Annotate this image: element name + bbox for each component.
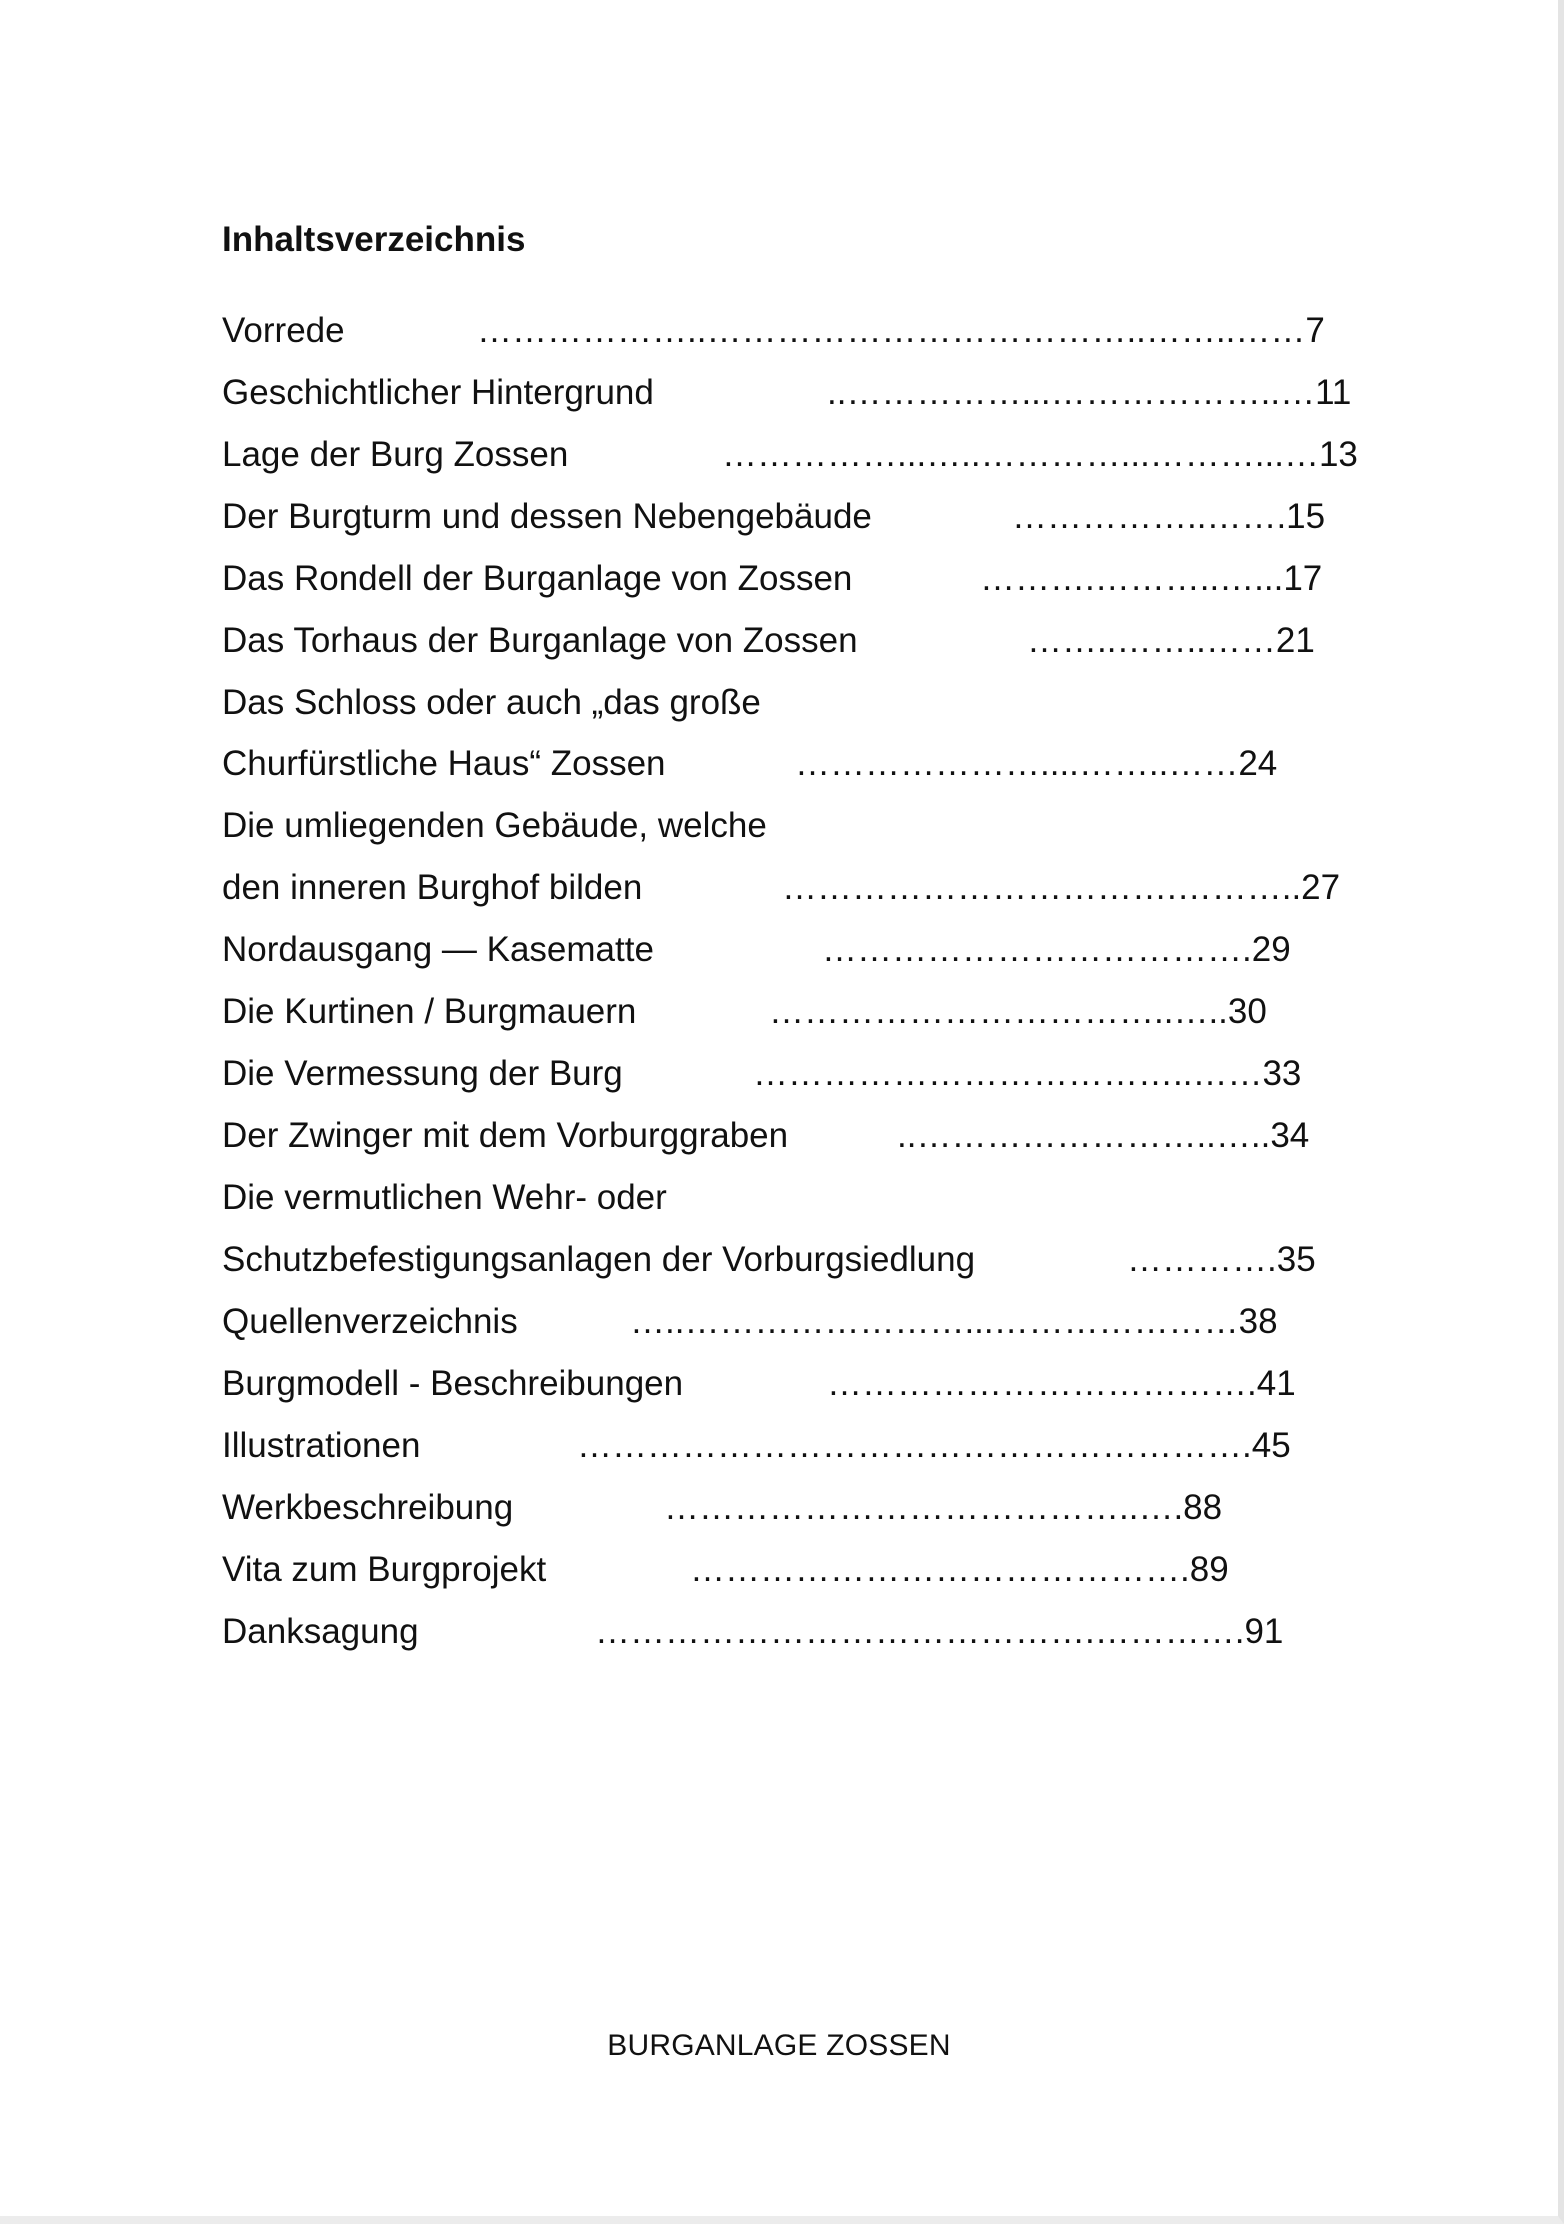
toc-entry-leader-page: …………………………………..….88 <box>664 1488 1223 1527</box>
toc-entry-title: Die Vermessung der Burg <box>222 1054 623 1093</box>
toc-entry <box>222 1548 1342 1592</box>
toc-entry <box>222 928 1342 972</box>
toc-entry-title: Der Zwinger mit dem Vorburggraben <box>222 1116 789 1155</box>
toc-entry-leader-page: ……..……..……21 <box>1027 621 1315 660</box>
toc-entry-title: Die vermutlichen Wehr- oder <box>222 1178 667 1217</box>
toc-title: Inhaltsverzeichnis <box>222 220 526 259</box>
toc-entry <box>222 866 1342 910</box>
toc-entry-leader-page: ……………..…….15 <box>1012 497 1326 536</box>
toc-entry-title: Das Schloss oder auch „das große <box>222 683 761 722</box>
toc-entry <box>222 1362 1342 1406</box>
toc-entry <box>222 1424 1342 1468</box>
toc-entry <box>222 804 1342 848</box>
toc-entry <box>222 619 1342 663</box>
toc-entry-leader-page: ..……………...………………..…11 <box>827 373 1352 412</box>
toc-entry <box>222 1238 1342 1282</box>
toc-entry-title: Lage der Burg Zossen <box>222 435 569 474</box>
toc-entry-title: Geschichtlicher Hintergrund <box>222 373 654 412</box>
toc-entry-title: Churfürstliche Haus“ Zossen <box>222 744 666 783</box>
toc-entry <box>222 1610 1342 1654</box>
toc-entry-leader-page: ……………………………..…..30 <box>769 992 1267 1031</box>
toc-entry <box>222 742 1342 786</box>
toc-entry-title: Das Torhaus der Burganlage von Zossen <box>222 621 858 660</box>
toc-entry-title: Burgmodell - Beschreibungen <box>222 1364 684 1403</box>
toc-entry <box>222 433 1358 477</box>
toc-entry-title: Quellenverzeichnis <box>222 1302 518 1341</box>
toc-entry-leader-page: ………………..………………………………..……..……7 <box>477 311 1325 350</box>
toc-entry-leader-page: …..……………………...…………………38 <box>630 1302 1278 1341</box>
toc-entry-leader-page: ………….35 <box>1127 1240 1316 1279</box>
toc-entry-leader-page: ..……………………..…..34 <box>897 1116 1310 1155</box>
toc-entry <box>222 990 1342 1034</box>
toc-entry-title: den inneren Burghof bilden <box>222 868 643 907</box>
toc-entry-leader-page: …………………………………….89 <box>690 1550 1229 1589</box>
toc-entry-leader-page: …………………………….………..27 <box>782 868 1341 907</box>
toc-entry <box>222 1176 1342 1220</box>
toc-entry-title: Schutzbefestigungsanlagen der Vorburgsiedlung <box>222 1240 976 1279</box>
toc-entry-title: Danksagung <box>222 1612 419 1651</box>
toc-entry-title: Der Burgturm und dessen Nebengebäude <box>222 497 872 536</box>
toc-entry <box>222 1114 1342 1158</box>
toc-entry <box>222 681 1342 725</box>
toc-entry <box>222 1052 1342 1096</box>
toc-entry-leader-page: …………………....……..……24 <box>795 744 1278 783</box>
toc-entry <box>222 495 1342 539</box>
toc-entry-title: Die Kurtinen / Burgmauern <box>222 992 637 1031</box>
toc-entry-title: Werkbeschreibung <box>222 1488 514 1527</box>
toc-entry-leader-page: …………………………………….………….91 <box>595 1612 1284 1651</box>
toc-entry-title: Das Rondell der Burganlage von Zossen <box>222 559 853 598</box>
toc-entry <box>222 371 1352 415</box>
toc-entry-leader-page: ……………………………….41 <box>827 1364 1296 1403</box>
toc-entry-title: Illustrationen <box>222 1426 421 1465</box>
toc-entry <box>222 557 1342 601</box>
toc-entry-title: Die umliegenden Gebäude, welche <box>222 806 767 845</box>
table-of-contents <box>222 0 1462 1700</box>
toc-entry <box>222 1486 1342 1530</box>
toc-entry <box>222 1300 1342 1344</box>
toc-entry-leader-page: ………………………………………………….45 <box>577 1426 1291 1465</box>
toc-entry-leader-page: ………………………………..……33 <box>753 1054 1302 1093</box>
toc-entry <box>222 309 1342 353</box>
toc-entry-leader-page: ……….………..…...17 <box>980 559 1323 598</box>
toc-entry-leader-page: ……………...…..…………...………...…13 <box>722 435 1358 474</box>
page-footer: BURGANLAGE ZOSSEN <box>607 2029 951 2062</box>
toc-entry-title: Vita zum Burgprojekt <box>222 1550 547 1589</box>
toc-entry-title: Vorrede <box>222 311 345 350</box>
toc-entry-title: Nordausgang — Kasematte <box>222 930 654 969</box>
toc-entry-leader-page: ……………………………….29 <box>822 930 1291 969</box>
